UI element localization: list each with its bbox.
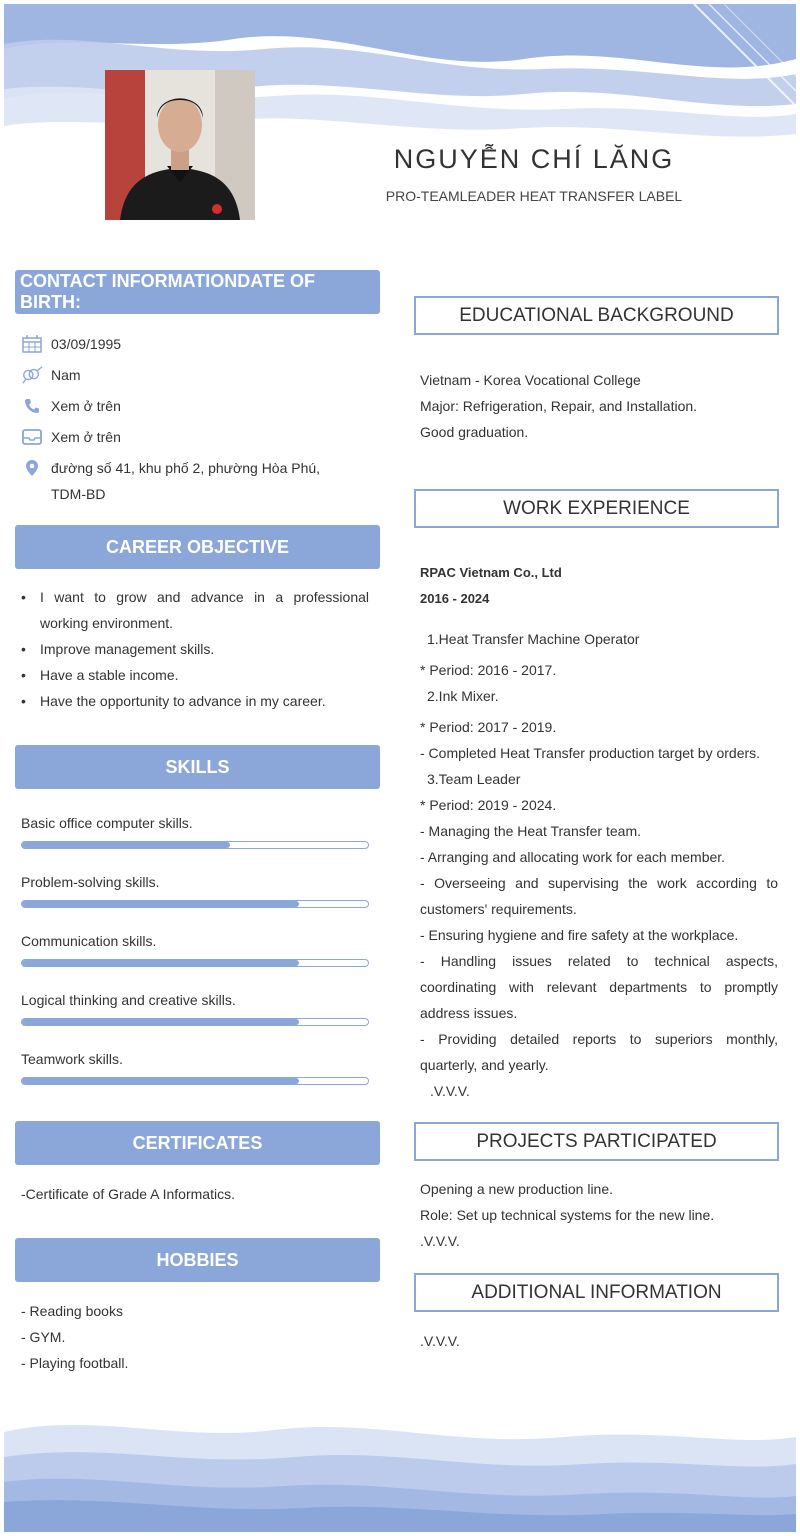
hobby-item: - Reading books [21,1303,123,1319]
bottom-wave-decoration [4,1402,796,1532]
calendar-icon [21,334,43,354]
work-line: - Providing detailed reports to superiors monthly, quarterly, and yearly. [420,1031,778,1073]
work-line: - Arranging and allocating work for each member. [420,849,726,865]
work-line: * Period: 2016 - 2017. [420,662,557,678]
work-line: 3.Team Leader [427,771,521,787]
work-line: - Managing the Heat Transfer team. [420,823,641,839]
skill-bar-fill [22,1078,299,1084]
phone-value: Xem ở trên [51,398,121,414]
projects-heading: PROJECTS PARTICIPATED [414,1122,779,1161]
skill-bar [21,900,369,908]
additional-text: .V.V.V. [420,1333,460,1349]
hobby-item: - Playing football. [21,1355,129,1371]
objective-list [21,584,369,714]
skill-bar-fill [22,960,299,966]
email-icon [21,427,43,447]
phone-icon [21,396,43,416]
work-heading: WORK EXPERIENCE [414,489,779,528]
skills-heading: SKILLS [15,745,380,789]
skill-bar-fill [22,1019,299,1025]
work-line: 2.Ink Mixer. [427,688,499,704]
work-line: - Overseeing and supervising the work according to customers' requirements. [420,875,778,917]
work-line: .V.V.V. [430,1083,470,1099]
work-line: * Period: 2017 - 2019. [420,719,557,735]
hobbies-list [21,1298,369,1376]
objective-item: • I want to grow and advance in a professional working environment. [21,584,369,636]
project-line: Role: Set up technical systems for the new line. [420,1207,715,1223]
skill-label: Basic office computer skills. [21,815,193,831]
profile-photo [105,70,255,220]
skill-label: Logical thinking and creative skills. [21,992,236,1008]
phone-row [21,396,121,419]
education-line: Vietnam - Korea Vocational College [420,372,641,388]
address-value [51,455,320,507]
skill-bar-fill [22,842,230,848]
email-row [21,427,121,450]
work-line: - Handling issues related to technical aspects, coordinating with relevant departments to promptly address issues. [420,953,778,1021]
contact-heading: CONTACT INFORMATIONDATE OF BIRTH: [15,270,380,314]
skill-bar [21,959,369,967]
hobby-item: - GYM. [21,1329,66,1345]
gender-row [21,365,81,388]
work-line: - Ensuring hygiene and fire safety at the workplace. [420,927,739,943]
resume-page [4,4,796,1532]
birthdate-row [21,334,121,357]
skill-label: Communication skills. [21,933,157,949]
address-line-2: TDM-BD [51,486,106,502]
skill-item [21,1050,369,1085]
hobbies-heading: HOBBIES [15,1238,380,1282]
objective-item: • Have the opportunity to advance in my career. [21,688,369,714]
work-line: 1.Heat Transfer Machine Operator [427,631,640,647]
objective-item: • Improve management skills. [21,636,369,662]
skill-bar [21,1077,369,1085]
skill-item [21,814,369,849]
education-heading: EDUCATIONAL BACKGROUND [414,296,779,335]
email-value: Xem ở trên [51,429,121,445]
projects-details [420,1176,778,1254]
skill-bar [21,1018,369,1026]
work-line: - Completed Heat Transfer production target by orders. [420,745,761,761]
work-details [420,560,778,1104]
skill-bar [21,841,369,849]
skill-item [21,932,369,967]
skill-label: Problem-solving skills. [21,874,160,890]
gender-icon [21,365,43,385]
work-line: * Period: 2019 - 2024. [420,797,557,813]
certificate-text: -Certificate of Grade A Informatics. [21,1186,235,1202]
work-company: RPAC Vietnam Co., Ltd [420,565,562,580]
work-years: 2016 - 2024 [420,591,490,606]
objective-item: • Have a stable income. [21,662,369,688]
address-line-1: đường số 41, khu phố 2, phường Hòa Phú, [51,460,321,476]
education-line: Major: Refrigeration, Repair, and Installation. [420,398,698,414]
project-line: Opening a new production line. [420,1181,614,1197]
address-row [21,458,320,507]
additional-heading: ADDITIONAL INFORMATION [414,1273,779,1312]
education-line: Good graduation. [420,424,529,440]
skill-label: Teamwork skills. [21,1051,123,1067]
birthdate-value: 03/09/1995 [51,336,122,352]
certificates-heading: CERTIFICATES [15,1121,380,1165]
project-line: .V.V.V. [420,1233,460,1249]
skill-bar-fill [22,901,299,907]
skill-item [21,991,369,1026]
candidate-title: PRO-TEAMLEADER HEAT TRANSFER LABEL [385,188,683,204]
location-icon [21,458,43,478]
gender-value: Nam [51,367,81,383]
candidate-name: NGUYỄN CHÍ LĂNG [393,144,675,174]
education-details [420,367,778,445]
skill-item [21,873,369,908]
objective-heading: CAREER OBJECTIVE [15,525,380,569]
